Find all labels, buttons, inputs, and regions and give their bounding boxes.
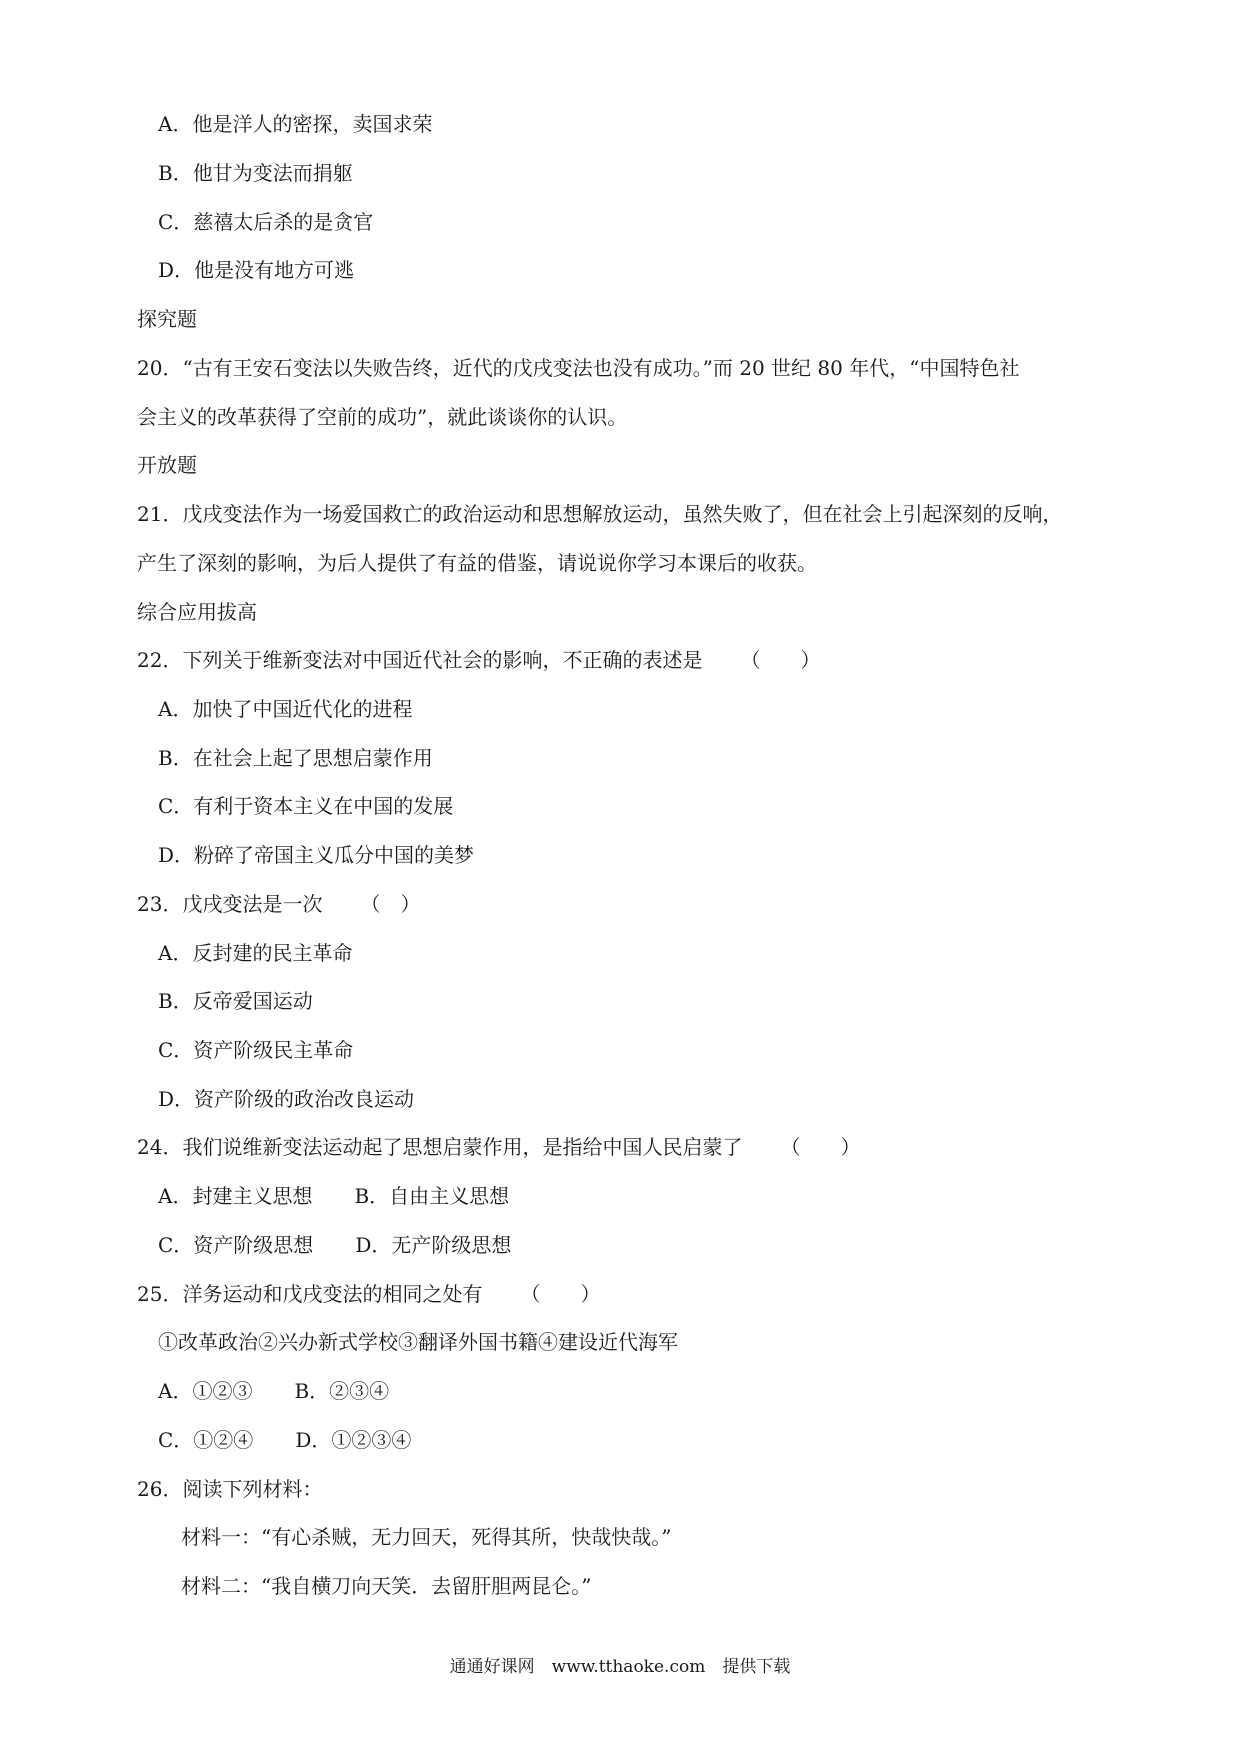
q23-answer-paren: （ ） — [360, 892, 421, 916]
q25-stem-text: 25．洋务运动和戊戌变法的相同之处有 — [137, 1282, 483, 1306]
q22-answer-paren: （ ） — [740, 648, 821, 672]
q24-answer-paren: （ ） — [780, 1135, 861, 1159]
q25-option-b: B．②③④ — [294, 1379, 390, 1403]
q22-option-b: B．在社会上起了思想启蒙作用 — [158, 746, 433, 770]
q23-option-c: C．资产阶级民主革命 — [158, 1038, 354, 1062]
q21-line-1: 21．戊戌变法作为一场爱国救亡的政治运动和思想解放运动，虽然失败了，但在社会上引起深刻的反响， — [137, 502, 1063, 526]
q24-options-row-2 — [158, 1231, 511, 1259]
q19-option-d: D．他是没有地方可逃 — [158, 258, 355, 282]
q20-line-2: 会主义的改革获得了空前的成功”，就此谈谈你的认识。 — [137, 405, 628, 429]
q21-line-2: 产生了深刻的影响，为后人提供了有益的借鉴，请说说你学习本课后的收获。 — [137, 551, 817, 575]
q26-material-1: 材料一：“有心杀贼，无力回天，死得其所，快哉快哉。” — [181, 1525, 672, 1549]
q22-option-d: D．粉碎了帝国主义瓜分中国的美梦 — [158, 843, 475, 867]
q25-options-row-2 — [158, 1426, 411, 1454]
q25-items: ①改革政治②兴办新式学校③翻译外国书籍④建设近代海军 — [158, 1330, 678, 1354]
section-heading-explore: 探究题 — [137, 307, 197, 331]
q19-option-a: A．他是洋人的密探，卖国求荣 — [158, 112, 433, 136]
q22-option-c: C．有利于资本主义在中国的发展 — [158, 794, 454, 818]
q25-option-a: A．①②③ — [158, 1379, 253, 1403]
q23-option-a: A．反封建的民主革命 — [158, 941, 353, 965]
q20-line-1: 20．“古有王安石变法以失败告终，近代的戊戌变法也没有成功。”而 20 世纪 80 年代，“中国特色社 — [137, 356, 1020, 380]
q24-option-c: C．资产阶级思想 — [158, 1233, 314, 1257]
q25-options-row-1 — [158, 1377, 389, 1405]
q23-stem-text: 23．戊戌变法是一次 — [137, 892, 323, 916]
q22-option-a: A．加快了中国近代化的进程 — [158, 697, 413, 721]
section-heading-open: 开放题 — [137, 453, 197, 477]
q23-stem — [137, 890, 420, 918]
page-footer: 通通好课网 www.tthaoke.com 提供下载 — [449, 1657, 791, 1677]
q25-stem — [137, 1280, 600, 1308]
q25-option-d: D．①②③④ — [295, 1428, 412, 1452]
q24-option-d: D．无产阶级思想 — [355, 1233, 512, 1257]
q24-stem-text: 24．我们说维新变法运动起了思想启蒙作用，是指给中国人民启蒙了 — [137, 1135, 743, 1159]
q23-option-d: D．资产阶级的政治改良运动 — [158, 1087, 415, 1111]
q24-stem — [137, 1133, 860, 1161]
q22-stem-text: 22．下列关于维新变法对中国近代社会的影响，不正确的表述是 — [137, 648, 703, 672]
q19-option-c: C．慈禧太后杀的是贪官 — [158, 210, 374, 234]
q24-options-row-1 — [158, 1182, 509, 1210]
q24-option-a: A．封建主义思想 — [158, 1184, 313, 1208]
q24-option-b: B．自由主义思想 — [354, 1184, 510, 1208]
q19-option-b: B．他甘为变法而捐躯 — [158, 161, 353, 185]
q26-material-2: 材料二：“我自横刀向天笑．去留肝胆两昆仑。” — [181, 1574, 592, 1598]
q25-option-c: C．①②④ — [158, 1428, 254, 1452]
q26-stem: 26．阅读下列材料： — [137, 1477, 323, 1501]
section-heading-apply: 综合应用拔高 — [137, 600, 257, 624]
q23-option-b: B．反帝爱国运动 — [158, 989, 313, 1013]
q22-stem — [137, 646, 820, 674]
q25-answer-paren: （ ） — [520, 1282, 601, 1306]
